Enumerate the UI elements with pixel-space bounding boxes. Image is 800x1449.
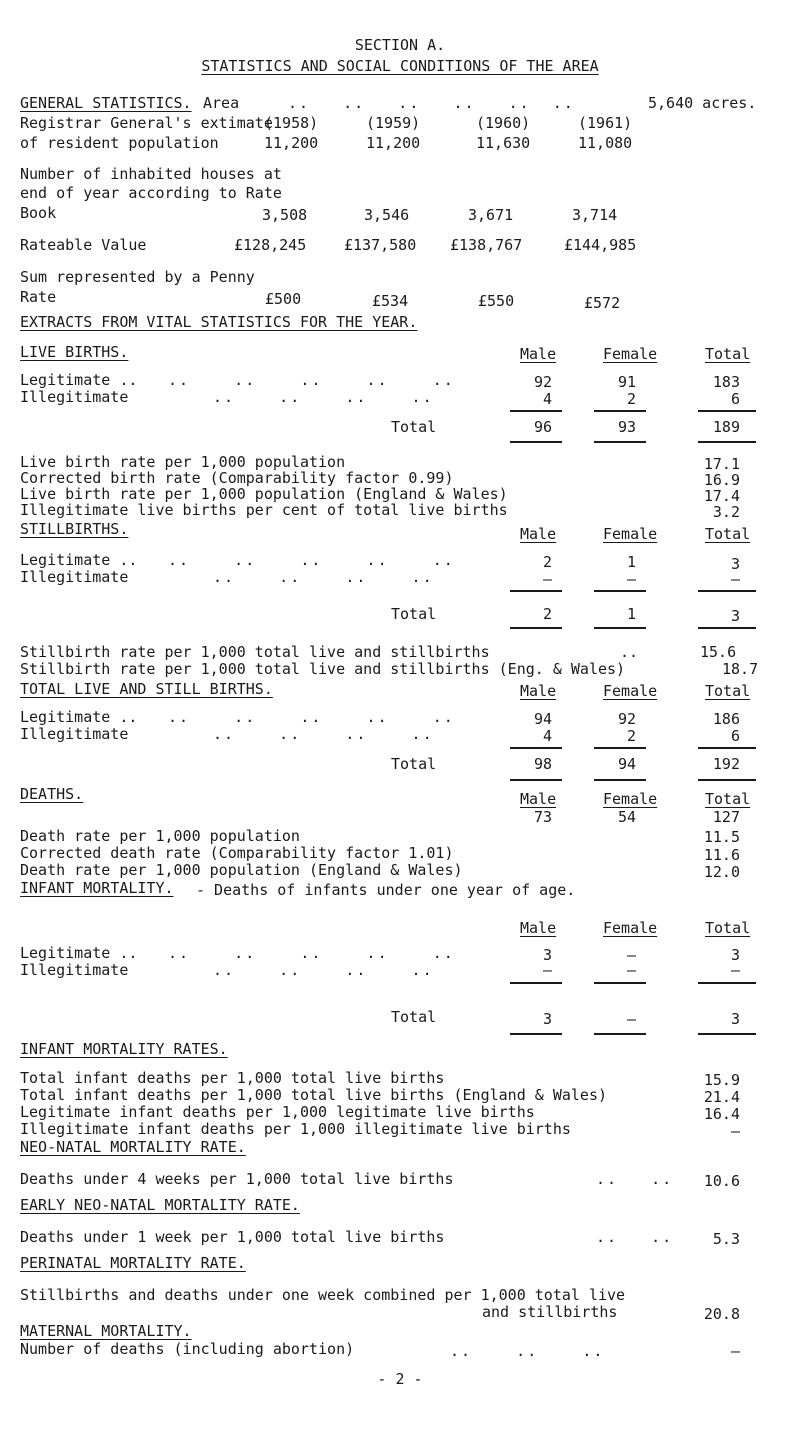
death-rate-value: 11.6	[703, 846, 740, 864]
inf-illegit-total: –	[730, 961, 740, 979]
inf-legit-total: 3	[730, 946, 740, 964]
infant-rate-label: Total infant deaths per 1,000 total live births	[20, 1069, 445, 1087]
still-illegit-female: –	[626, 570, 636, 588]
row-label-illegitimate: Illegitimate	[20, 388, 129, 406]
penny-label-2: Rate	[20, 288, 57, 306]
col-total: Total	[705, 682, 751, 700]
rate-value: 17.1	[703, 455, 740, 473]
population-label: Registrar General's extimate	[20, 114, 273, 132]
live-total-female: 93	[617, 418, 636, 436]
year-1961: (1961)	[578, 114, 633, 132]
total-label: Total	[391, 1008, 437, 1026]
perinatal-label: Stillbirths and deaths under one week combined per 1,000 total live	[20, 1286, 626, 1304]
extracts-heading: EXTRACTS FROM VITAL STATISTICS FOR THE YEAR.	[20, 313, 418, 331]
stillbirth-rate-ew-label: Stillbirth rate per 1,000 total live and stillbirths (Eng. & Wales)	[20, 660, 626, 678]
live-illegit-male: 4	[542, 390, 552, 408]
still-legit-total: 3	[730, 555, 740, 573]
live-total-total: 189	[712, 418, 740, 436]
perinatal-heading: PERINATAL MORTALITY RATE.	[20, 1254, 246, 1272]
early-neo-natal-value: 5.3	[712, 1230, 740, 1248]
col-male: Male	[520, 345, 557, 363]
rate-label: Live birth rate per 1,000 population (England & Wales)	[20, 485, 508, 503]
stillbirth-rate-ew-value: 18.7	[722, 660, 759, 678]
rateable-1959: £137,580	[344, 236, 417, 254]
tb-total-female: 94	[617, 755, 636, 773]
neo-natal-heading: NEO-NATAL MORTALITY RATE.	[20, 1138, 246, 1156]
houses-label-2: end of year according to Rate	[20, 184, 282, 202]
houses-1960: 3,671	[468, 206, 514, 224]
houses-1958: 3,508	[262, 206, 308, 224]
houses-label: Number of inhabited houses at	[20, 165, 282, 183]
inf-total-female: –	[626, 1010, 636, 1028]
infant-heading-note: - Deaths of infants under one year of age.	[196, 881, 576, 899]
total-label: Total	[391, 755, 437, 773]
houses-1961: 3,714	[572, 206, 618, 224]
year-1958: (1958)	[264, 114, 319, 132]
rate-value: 3.2	[712, 503, 740, 521]
row-dots: .. .. .. .. ..	[168, 551, 455, 569]
col-female: Female	[603, 682, 658, 700]
inf-illegit-female: –	[626, 961, 636, 979]
row-dots: .. .. .. ..	[213, 388, 434, 406]
tb-legit-total: 186	[712, 710, 740, 728]
rate-label: Corrected birth rate (Comparability factor 0.99)	[20, 469, 454, 487]
col-male: Male	[520, 919, 557, 937]
infant-rate-value: –	[730, 1122, 740, 1140]
rateable-1961: £144,985	[564, 236, 637, 254]
col-total: Total	[705, 345, 751, 363]
dots: ..	[620, 643, 639, 661]
inf-illegit-male: –	[542, 961, 552, 979]
early-neo-natal-heading: EARLY NEO-NATAL MORTALITY RATE.	[20, 1196, 300, 1214]
tb-illegit-male: 4	[542, 727, 552, 745]
death-rate-value: 12.0	[703, 863, 740, 881]
houses-1959: 3,546	[364, 206, 410, 224]
live-illegit-total: 6	[730, 390, 740, 408]
total-label: Total	[391, 605, 437, 623]
perinatal-value: 20.8	[703, 1305, 740, 1323]
col-total: Total	[705, 525, 751, 543]
tb-illegit-total: 6	[730, 727, 740, 745]
row-label-legitimate: Legitimate ..	[20, 944, 138, 962]
col-male: Male	[520, 525, 557, 543]
infant-rate-label: Legitimate infant deaths per 1,000 legitimate live births	[20, 1103, 535, 1121]
death-rate-label: Corrected death rate (Comparability factor 1.01)	[20, 844, 454, 862]
penny-1959: £534	[372, 292, 409, 310]
maternal-label: Number of deaths (including abortion)	[20, 1340, 355, 1358]
row-label-illegitimate: Illegitimate	[20, 961, 129, 979]
deaths-total: 127	[712, 808, 740, 826]
infant-rates-heading: INFANT MORTALITY RATES.	[20, 1040, 228, 1058]
rate-label: Live birth rate per 1,000 population	[20, 453, 346, 471]
inf-total-male: 3	[542, 1010, 552, 1028]
deaths-male: 73	[533, 808, 552, 826]
still-legit-female: 1	[626, 553, 636, 571]
rateable-label: Rateable Value	[20, 236, 147, 254]
row-dots: .. ..	[596, 1228, 674, 1246]
stillbirth-rate-label: Stillbirth rate per 1,000 total live and stillbirths	[20, 643, 490, 661]
area-value: 5,640 acres.	[648, 94, 757, 112]
year-1960: (1960)	[476, 114, 531, 132]
houses-label-3: Book	[20, 204, 57, 222]
maternal-value: –	[730, 1342, 740, 1360]
stillbirths-heading: STILLBIRTHS.	[20, 520, 129, 538]
tb-legit-female: 92	[617, 710, 636, 728]
live-legit-female: 91	[617, 373, 636, 391]
infant-heading: INFANT MORTALITY.	[20, 879, 174, 897]
inf-legit-female: –	[626, 946, 636, 964]
penny-label: Sum represented by a Penny	[20, 268, 255, 286]
still-total-male: 2	[542, 605, 552, 623]
row-label-illegitimate: Illegitimate	[20, 725, 129, 743]
year-1959: (1959)	[366, 114, 421, 132]
still-legit-male: 2	[542, 553, 552, 571]
col-female: Female	[603, 345, 658, 363]
early-neo-natal-label: Deaths under 1 week per 1,000 total live births	[20, 1228, 445, 1246]
row-dots: .. .. ..	[450, 1342, 605, 1360]
col-total: Total	[705, 790, 751, 808]
page-number: - 2 -	[377, 1370, 423, 1388]
row-dots: .. .. .. ..	[213, 961, 434, 979]
row-label-legitimate: Legitimate ..	[20, 708, 138, 726]
col-female: Female	[603, 790, 658, 808]
tb-total-male: 98	[533, 755, 552, 773]
perinatal-label-2: and stillbirths	[482, 1303, 618, 1321]
population-1960: 11,630	[476, 134, 531, 152]
rate-value: 16.9	[703, 471, 740, 489]
total-label: Total	[391, 418, 437, 436]
still-total-female: 1	[626, 605, 636, 623]
population-label-2: of resident population	[20, 134, 219, 152]
row-label-legitimate: Legitimate ..	[20, 371, 138, 389]
rateable-1958: £128,245	[234, 236, 307, 254]
page-title: STATISTICS AND SOCIAL CONDITIONS OF THE AREA	[201, 57, 599, 75]
infant-rate-value: 21.4	[703, 1088, 740, 1106]
live-births-heading: LIVE BIRTHS.	[20, 343, 129, 361]
population-1959: 11,200	[366, 134, 421, 152]
live-legit-male: 92	[533, 373, 552, 391]
death-rate-label: Death rate per 1,000 population (England & Wales)	[20, 861, 463, 879]
deaths-female: 54	[617, 808, 636, 826]
death-rate-label: Death rate per 1,000 population	[20, 827, 300, 845]
infant-rate-label: Illegitimate infant deaths per 1,000 illegitimate live births	[20, 1120, 571, 1138]
population-1961: 11,080	[578, 134, 633, 152]
live-total-male: 96	[533, 418, 552, 436]
neo-natal-label: Deaths under 4 weeks per 1,000 total live births	[20, 1170, 454, 1188]
rateable-1960: £138,767	[450, 236, 523, 254]
live-legit-total: 183	[712, 373, 740, 391]
col-total: Total	[705, 919, 751, 937]
infant-rate-value: 15.9	[703, 1071, 740, 1089]
tb-total-total: 192	[712, 755, 740, 773]
inf-legit-male: 3	[542, 946, 552, 964]
tb-legit-male: 94	[533, 710, 552, 728]
deaths-heading: DEATHS.	[20, 785, 84, 803]
row-dots: .. .. .. ..	[213, 568, 434, 586]
col-male: Male	[520, 790, 557, 808]
row-dots: .. .. .. .. ..	[168, 708, 455, 726]
death-rate-value: 11.5	[703, 828, 740, 846]
row-label-illegitimate: Illegitimate	[20, 568, 129, 586]
row-dots: .. .. .. .. ..	[168, 944, 455, 962]
col-female: Female	[603, 525, 658, 543]
rate-label: Illegitimate live births per cent of total live births	[20, 501, 508, 519]
row-dots: .. ..	[596, 1170, 674, 1188]
infant-rate-label: Total infant deaths per 1,000 total live births (England & Wales)	[20, 1086, 607, 1104]
col-female: Female	[603, 919, 658, 937]
general-heading: GENERAL STATISTICS.	[20, 94, 192, 112]
penny-1958: £500	[265, 290, 302, 308]
penny-1961: £572	[584, 294, 621, 312]
col-male: Male	[520, 682, 557, 700]
still-total-total: 3	[730, 607, 740, 625]
area-label: Area	[203, 94, 240, 112]
neo-natal-value: 10.6	[703, 1172, 740, 1190]
still-illegit-male: –	[542, 570, 552, 588]
live-illegit-female: 2	[626, 390, 636, 408]
population-1958: 11,200	[264, 134, 319, 152]
inf-total-total: 3	[730, 1010, 740, 1028]
stillbirth-rate-value: 15.6	[700, 643, 737, 661]
area-dots: .. .. .. .. .. ..	[288, 94, 575, 112]
rate-value: 17.4	[703, 487, 740, 505]
penny-1960: £550	[478, 292, 515, 310]
row-dots: .. .. .. ..	[213, 725, 434, 743]
row-label-legitimate: Legitimate ..	[20, 551, 138, 569]
total-births-heading: TOTAL LIVE AND STILL BIRTHS.	[20, 680, 273, 698]
row-dots: .. .. .. .. ..	[168, 371, 455, 389]
maternal-heading: MATERNAL MORTALITY.	[20, 1322, 192, 1340]
infant-rate-value: 16.4	[703, 1105, 740, 1123]
section-heading: SECTION A.	[354, 36, 446, 54]
still-illegit-total: –	[730, 570, 740, 588]
tb-illegit-female: 2	[626, 727, 636, 745]
